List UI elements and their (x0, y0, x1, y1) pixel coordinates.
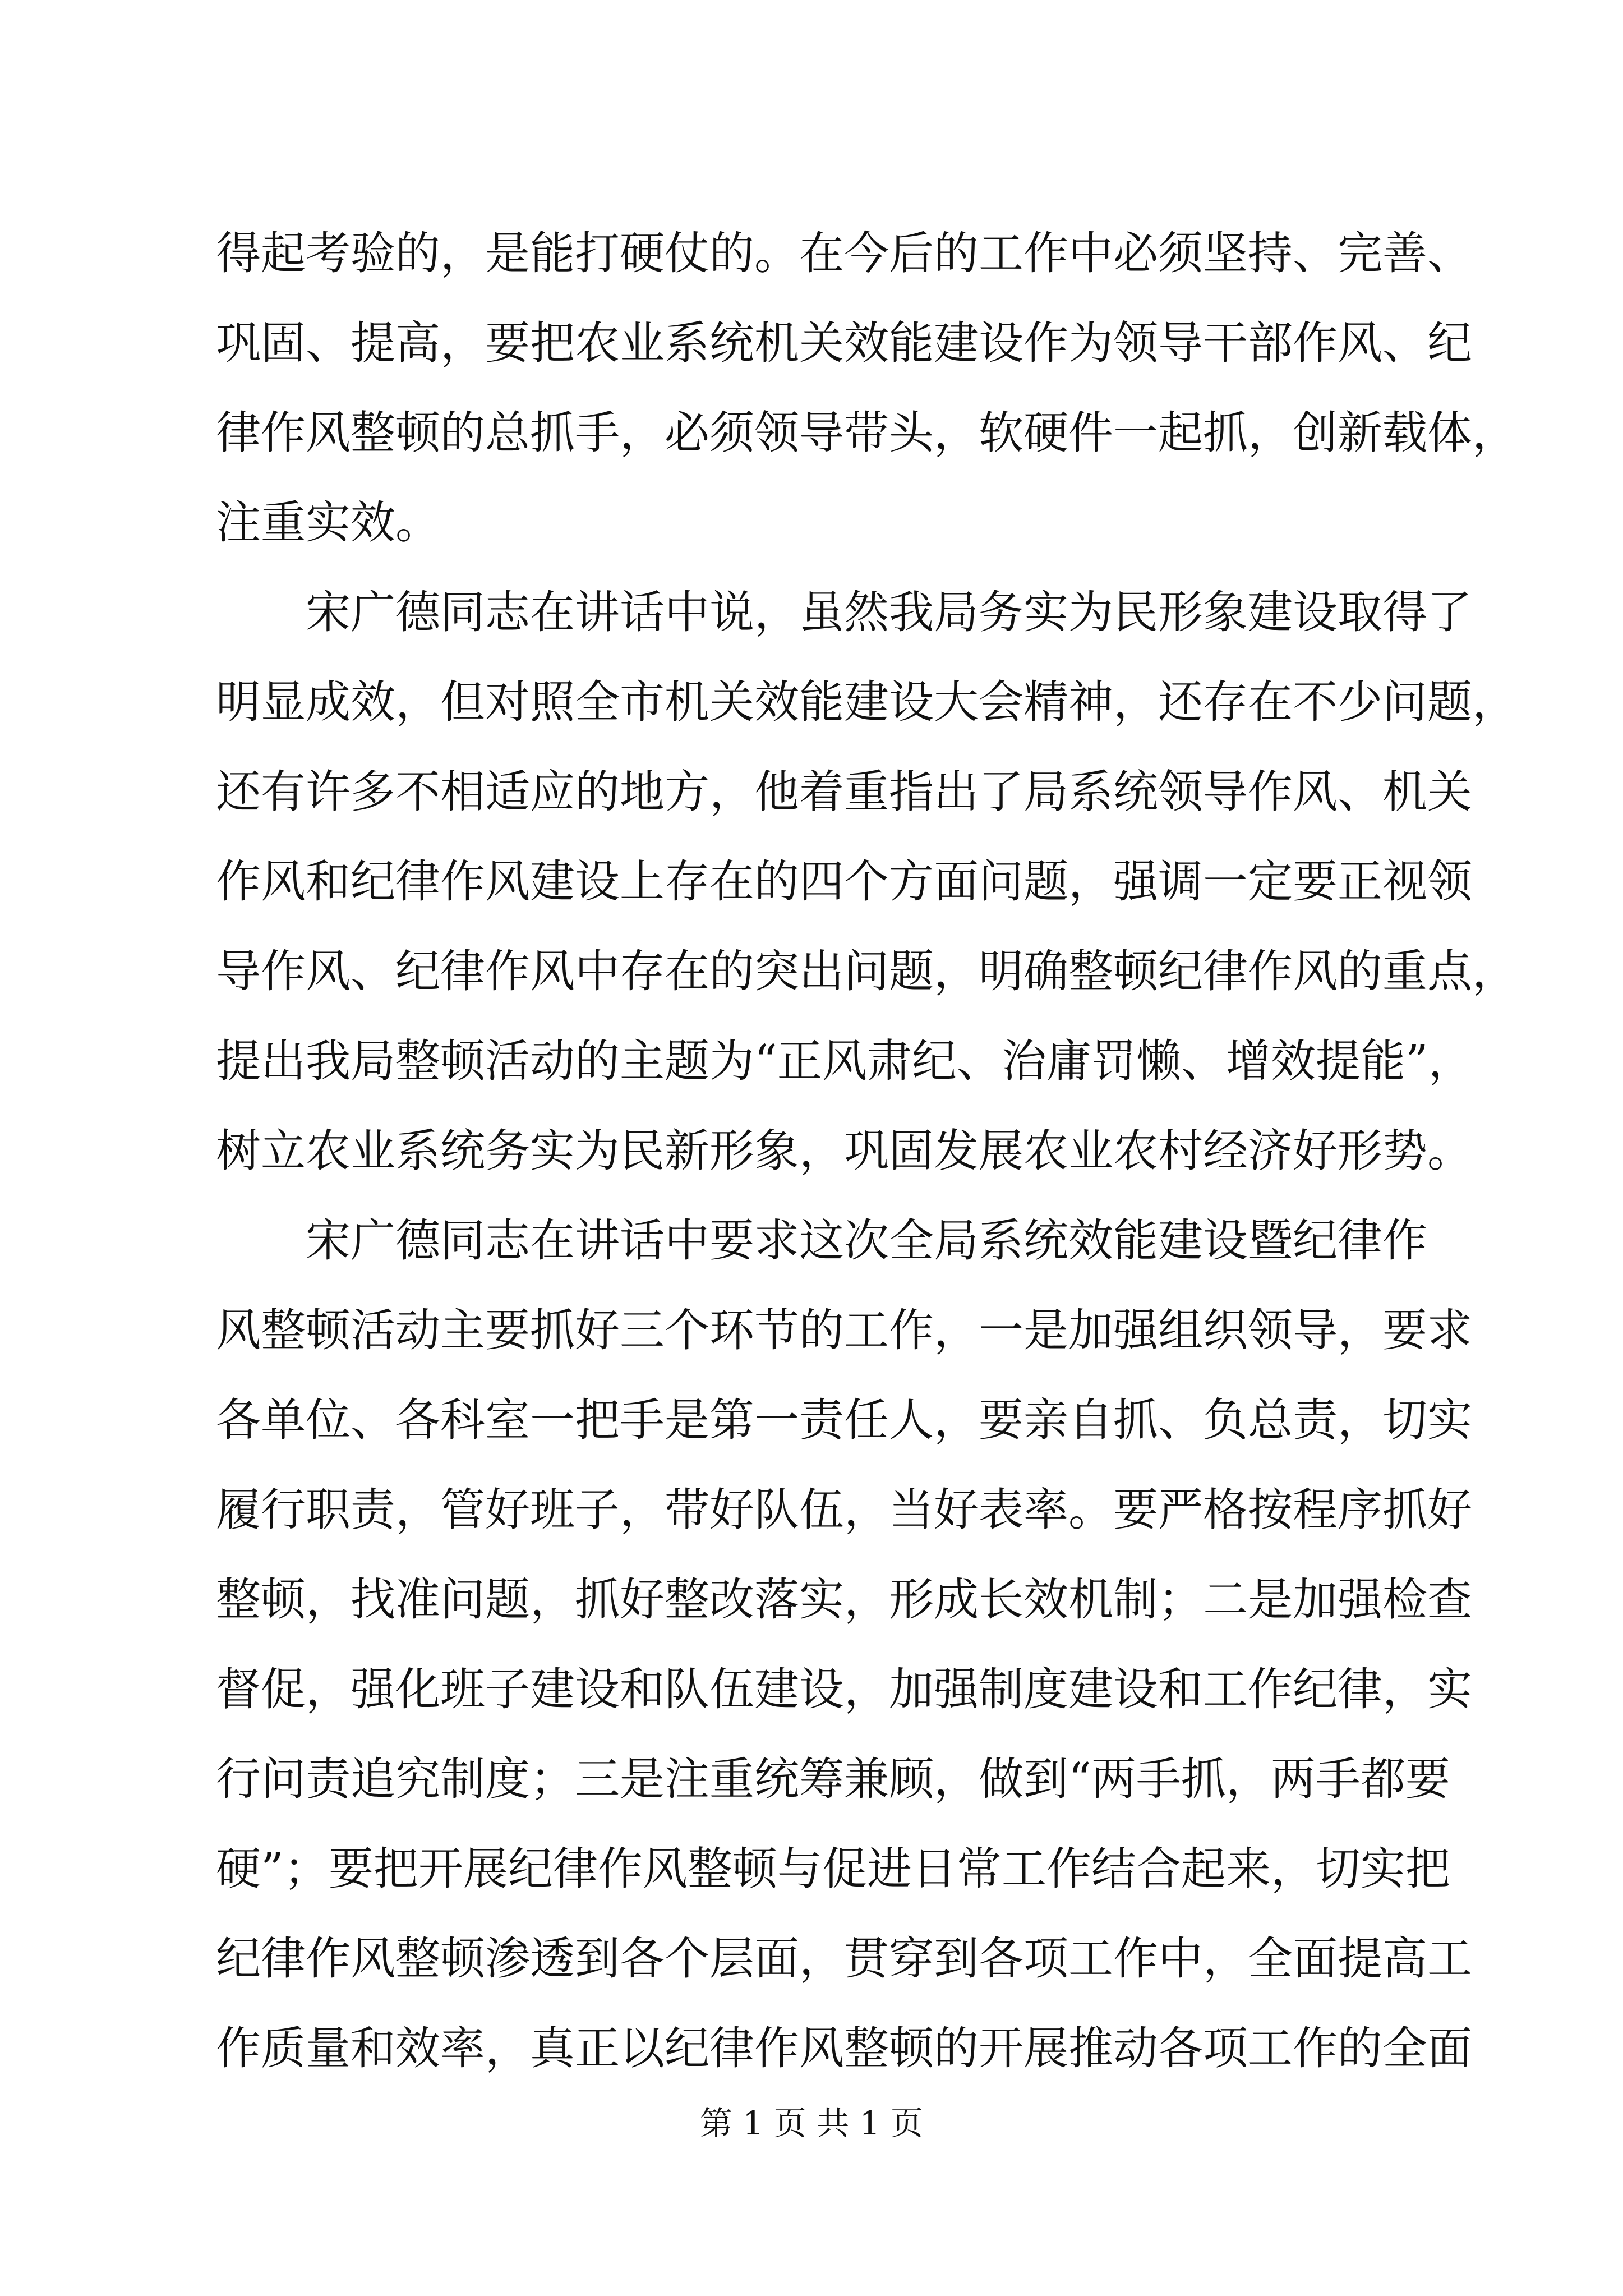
text-line: 还有许多不相适应的地方，他着重指出了局系统领导作风、机关 (216, 766, 1472, 818)
text-line: 硬”；要把开展纪律作风整顿与促进日常工作结合起来，切实把 (216, 1843, 1450, 1895)
text-line: 作风和纪律作风建设上存在的四个方面问题，强调一定要正视领 (216, 855, 1472, 908)
text-line: 各单位、各科室一把手是第一责任人，要亲自抓、负总责，切实 (216, 1394, 1472, 1446)
text-line: 律作风整顿的总抓手，必须领导带头，软硬件一起抓，创新载体， (216, 407, 1517, 459)
text-line: 明显成效，但对照全市机关效能建设大会精神，还存在不少问题， (216, 676, 1517, 728)
text-line: 注重实效。 (216, 496, 440, 549)
text-line: 履行职责，管好班子，带好队伍，当好表率。要严格按程序抓好 (216, 1484, 1472, 1536)
text-line: 提出我局整顿活动的主题为“正风肃纪、治庸罚懒、增效提能”， (216, 1035, 1473, 1087)
text-line: 整顿，找准问题，抓好整改落实，形成长效机制；二是加强检查 (216, 1573, 1472, 1626)
page-footer: 第 1 页 共 1 页 (700, 2104, 923, 2142)
text-line: 纪律作风整顿渗透到各个层面，贯穿到各项工作中，全面提高工 (216, 1932, 1472, 1985)
text-line: 风整顿活动主要抓好三个环节的工作，一是加强组织领导，要求 (216, 1304, 1472, 1356)
text-line: 宋广德同志在讲话中要求这次全局系统效能建设暨纪律作 (306, 1214, 1427, 1267)
text-line: 行问责追究制度；三是注重统筹兼顾，做到“两手抓，两手都要 (216, 1753, 1450, 1805)
text-line: 宋广德同志在讲话中说，虽然我局务实为民形象建设取得了 (306, 586, 1472, 638)
text-line: 作质量和效率，真正以纪律作风整顿的开展推动各项工作的全面 (216, 2022, 1472, 2074)
text-line: 督促，强化班子建设和队伍建设，加强制度建设和工作纪律，实 (216, 1663, 1472, 1715)
text-line: 得起考验的，是能打硬仗的。在今后的工作中必须坚持、完善、 (216, 227, 1472, 279)
text-line: 巩固、提高，要把农业系统机关效能建设作为领导干部作风、纪 (216, 317, 1472, 369)
body-text (216, 209, 1517, 2093)
text-line: 树立农业系统务实为民新形象，巩固发展农业农村经济好形势。 (216, 1125, 1472, 1177)
text-line: 导作风、纪律作风中存在的突出问题，明确整顿纪律作风的重点， (216, 945, 1517, 997)
